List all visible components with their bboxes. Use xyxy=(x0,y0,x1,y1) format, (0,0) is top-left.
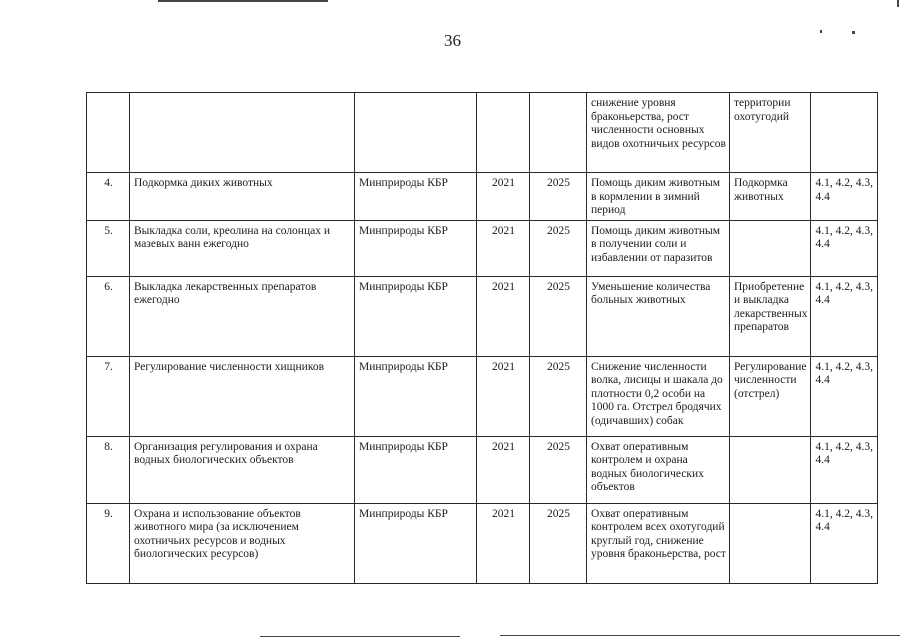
cell-row-number: 4. xyxy=(87,173,130,221)
cell-end-year xyxy=(530,93,587,173)
cell-indicators: 4.1, 4.2, 4.3, 4.4 xyxy=(811,503,878,583)
cell-end-year: 2025 xyxy=(530,503,587,583)
table-row xyxy=(87,356,878,436)
cell-measure-name: Выкладка лекарственных препаратов ежегодно xyxy=(130,276,355,356)
cell-row-number: 7. xyxy=(87,356,130,436)
cell-executor: Минприроды КБР xyxy=(355,503,477,583)
cell-activity: территории охотугодий xyxy=(730,93,811,173)
cell-row-number: 9. xyxy=(87,503,130,583)
cell-expected-result: Помощь диким животным в кормлении в зимний период xyxy=(587,173,730,221)
cell-expected-result: снижение уровня браконьерства, рост численности основных видов охотничьих ресурсов xyxy=(587,93,730,173)
scan-mark-bottom-1 xyxy=(260,636,460,637)
cell-start-year: 2021 xyxy=(477,356,530,436)
cell-measure-name: Организация регулирования и охрана водных биологических объектов xyxy=(130,436,355,503)
cell-start-year xyxy=(477,93,530,173)
cell-activity: Приобретение и выкладка лекарственных препаратов xyxy=(730,276,811,356)
cell-indicators: 4.1, 4.2, 4.3, 4.4 xyxy=(811,173,878,221)
cell-start-year: 2021 xyxy=(477,276,530,356)
cell-activity: Регулирование численности (отстрел) xyxy=(730,356,811,436)
scan-mark-top xyxy=(158,0,328,2)
cell-end-year: 2025 xyxy=(530,436,587,503)
cell-indicators: 4.1, 4.2, 4.3, 4.4 xyxy=(811,356,878,436)
cell-indicators: 4.1, 4.2, 4.3, 4.4 xyxy=(811,276,878,356)
cell-start-year: 2021 xyxy=(477,173,530,221)
cell-executor xyxy=(355,93,477,173)
scan-mark-bottom-2 xyxy=(500,635,900,636)
cell-end-year: 2025 xyxy=(530,173,587,221)
scan-mark-right xyxy=(897,0,899,7)
cell-executor: Минприроды КБР xyxy=(355,220,477,276)
cell-row-number xyxy=(87,93,130,173)
table-row xyxy=(87,173,878,221)
cell-executor: Минприроды КБР xyxy=(355,436,477,503)
cell-indicators: 4.1, 4.2, 4.3, 4.4 xyxy=(811,436,878,503)
table-row xyxy=(87,93,878,173)
cell-expected-result: Снижение численности волка, лисицы и шакала до плотности 0,2 особи на 1000 га. Отстрел бродячих (одичавших) собак xyxy=(587,356,730,436)
cell-measure-name: Подкормка диких животных xyxy=(130,173,355,221)
cell-indicators xyxy=(811,93,878,173)
cell-activity: Подкормка животных xyxy=(730,173,811,221)
cell-activity xyxy=(730,503,811,583)
cell-row-number: 8. xyxy=(87,436,130,503)
cell-measure-name: Регулирование численности хищников xyxy=(130,356,355,436)
cell-indicators: 4.1, 4.2, 4.3, 4.4 xyxy=(811,220,878,276)
table-row xyxy=(87,503,878,583)
cell-activity xyxy=(730,220,811,276)
cell-row-number: 6. xyxy=(87,276,130,356)
cell-row-number: 5. xyxy=(87,220,130,276)
cell-executor: Минприроды КБР xyxy=(355,276,477,356)
cell-activity xyxy=(730,436,811,503)
cell-end-year: 2025 xyxy=(530,220,587,276)
cell-measure-name xyxy=(130,93,355,173)
cell-measure-name: Охрана и использование объектов животного мира (за исключением охотничьих ресурсов и водных биологических ресурсов) xyxy=(130,503,355,583)
cell-executor: Минприроды КБР xyxy=(355,173,477,221)
table-row xyxy=(87,436,878,503)
cell-start-year: 2021 xyxy=(477,220,530,276)
cell-expected-result: Охват оперативным контролем и охрана водных биологических объектов xyxy=(587,436,730,503)
measures-table xyxy=(86,92,878,584)
cell-executor: Минприроды КБР xyxy=(355,356,477,436)
cell-end-year: 2025 xyxy=(530,276,587,356)
cell-expected-result: Уменьшение количества больных животных xyxy=(587,276,730,356)
table-row xyxy=(87,276,878,356)
cell-start-year: 2021 xyxy=(477,503,530,583)
cell-expected-result: Помощь диким животным в получении соли и избавлении от паразитов xyxy=(587,220,730,276)
cell-measure-name: Выкладка соли, креолина на солонцах и мазевых ванн ежегодно xyxy=(130,220,355,276)
page-number: 36 xyxy=(444,31,461,50)
cell-start-year: 2021 xyxy=(477,436,530,503)
cell-end-year: 2025 xyxy=(530,356,587,436)
table-row xyxy=(87,220,878,276)
cell-expected-result: Охват оперативным контролем всех охотугодий круглый год, снижение уровня браконьерства, рост xyxy=(587,503,730,583)
